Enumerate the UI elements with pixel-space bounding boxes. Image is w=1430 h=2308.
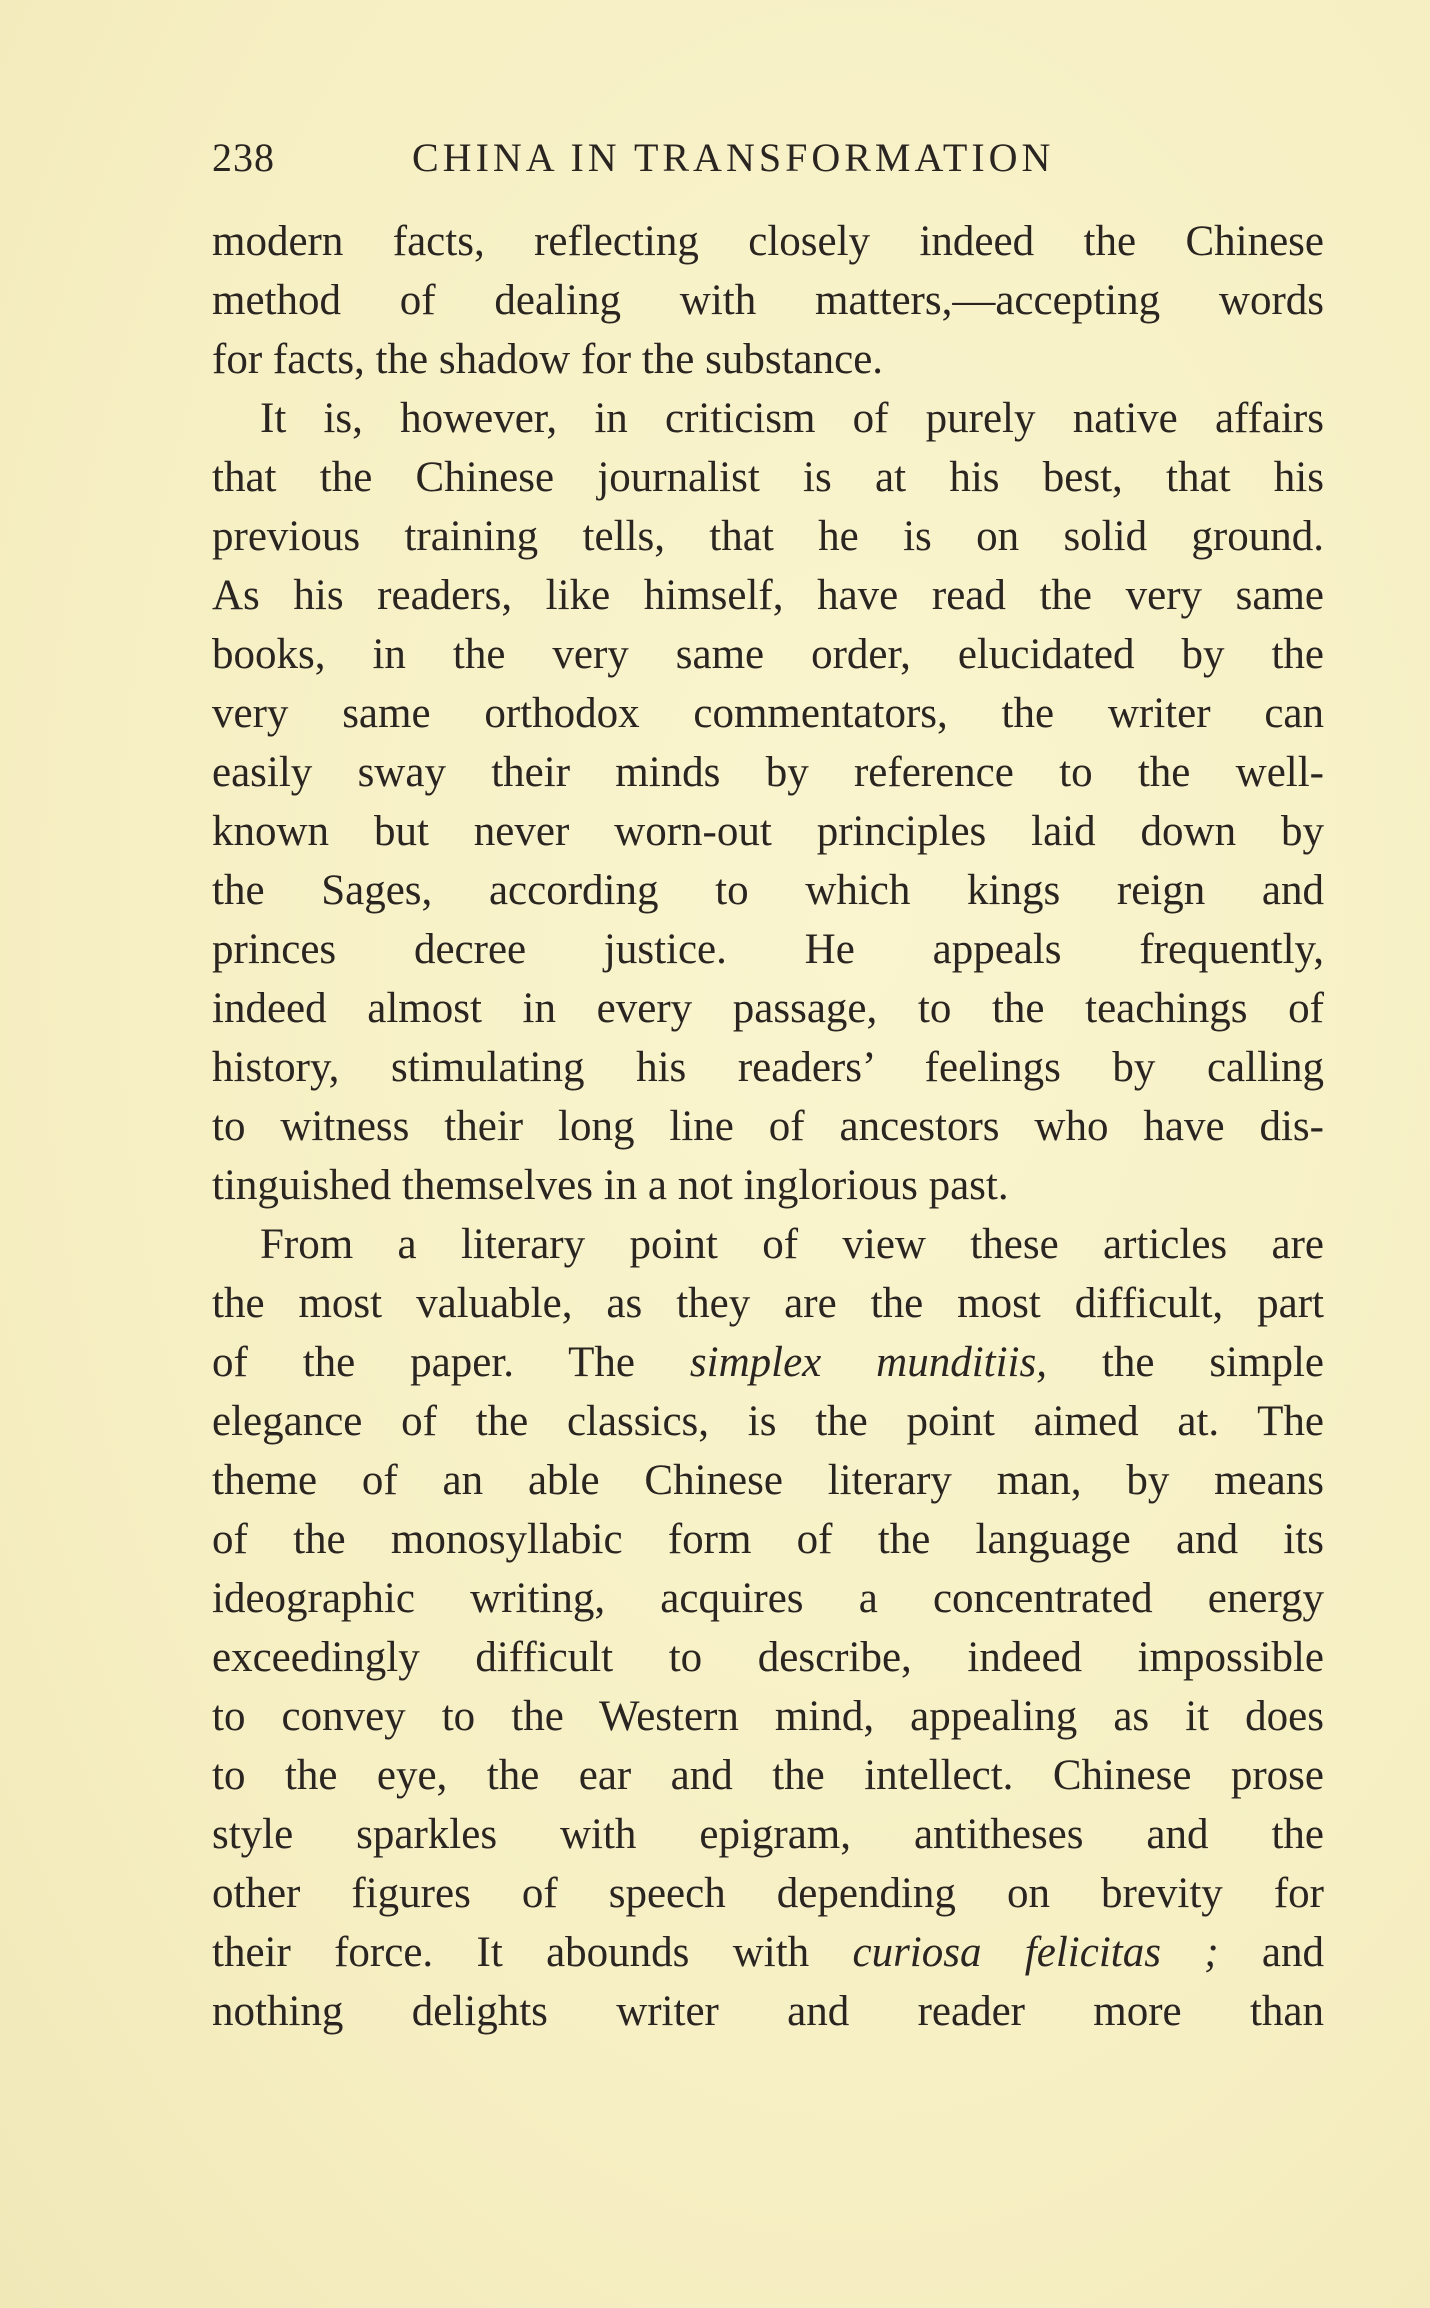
text-line: other figures of speech depending on brevity for [212,1870,1324,1917]
text-line: nothing delights writer and reader more than [212,1988,1324,2035]
text-line: very same orthodox commentators, the writer can [212,690,1324,737]
text-line: princes decree justice. He appeals frequently, [212,926,1324,973]
text-line: easily sway their minds by reference to the well- [212,749,1324,796]
latin-phrase: curiosa felicitas ; [852,1929,1219,1976]
text-segment: of the paper. The [212,1339,690,1386]
text-line: previous training tells, that he is on solid ground. [212,513,1324,560]
text-line: to the eye, the ear and the intellect. Chinese prose [212,1752,1324,1799]
text-line: that the Chinese journalist is at his best, that his [212,454,1324,501]
text-line: theme of an able Chinese literary man, by means [212,1457,1324,1504]
text-line: the most valuable, as they are the most difficult, part [212,1280,1324,1327]
text-line-with-italic [212,1333,1324,1392]
text-line: books, in the very same order, elucidated by the [212,631,1324,678]
text-line: style sparkles with epigram, antitheses and the [212,1811,1324,1858]
text-line: ideographic writing, acquires a concentrated energy [212,1575,1324,1622]
text-segment: and [1218,1929,1324,1976]
text-line: indeed almost in every passage, to the teachings of [212,985,1324,1032]
body-text [212,212,1324,2041]
text-line-with-italic [212,1923,1324,1982]
text-segment: their force. It abounds with [212,1929,853,1976]
latin-phrase: simplex munditiis, [689,1339,1047,1386]
text-line: elegance of the classics, is the point aimed at. The [212,1398,1324,1445]
running-head [212,128,1332,188]
paragraph-start-line: It is, however, in criticism of purely native affairs [260,395,1324,442]
text-line: exceedingly difficult to describe, indeed impossible [212,1634,1324,1681]
text-line: of the monosyllabic form of the language and its [212,1516,1324,1563]
text-line: the Sages, according to which kings reign and [212,867,1324,914]
text-line: to witness their long line of ancestors who have dis- [212,1103,1324,1150]
text-line: known but never worn-out principles laid down by [212,808,1324,855]
text-line: tinguished themselves in a not inglorious past. [212,1162,1009,1209]
paragraph-start-line: From a literary point of view these articles are [260,1221,1324,1268]
page-number: 238 [212,135,275,180]
text-line: for facts, the shadow for the substance. [212,336,884,383]
running-title: CHINA IN TRANSFORMATION [412,135,1055,180]
text-line: to convey to the Western mind, appealing as it does [212,1693,1324,1740]
text-line: As his readers, like himself, have read the very same [212,572,1324,619]
text-line: history, stimulating his readers’ feelings by calling [212,1044,1324,1091]
text-line: modern facts, reflecting closely indeed the Chinese [212,218,1324,265]
text-segment: the simple [1046,1339,1324,1386]
text-line: method of dealing with matters,—accepting words [212,277,1324,324]
